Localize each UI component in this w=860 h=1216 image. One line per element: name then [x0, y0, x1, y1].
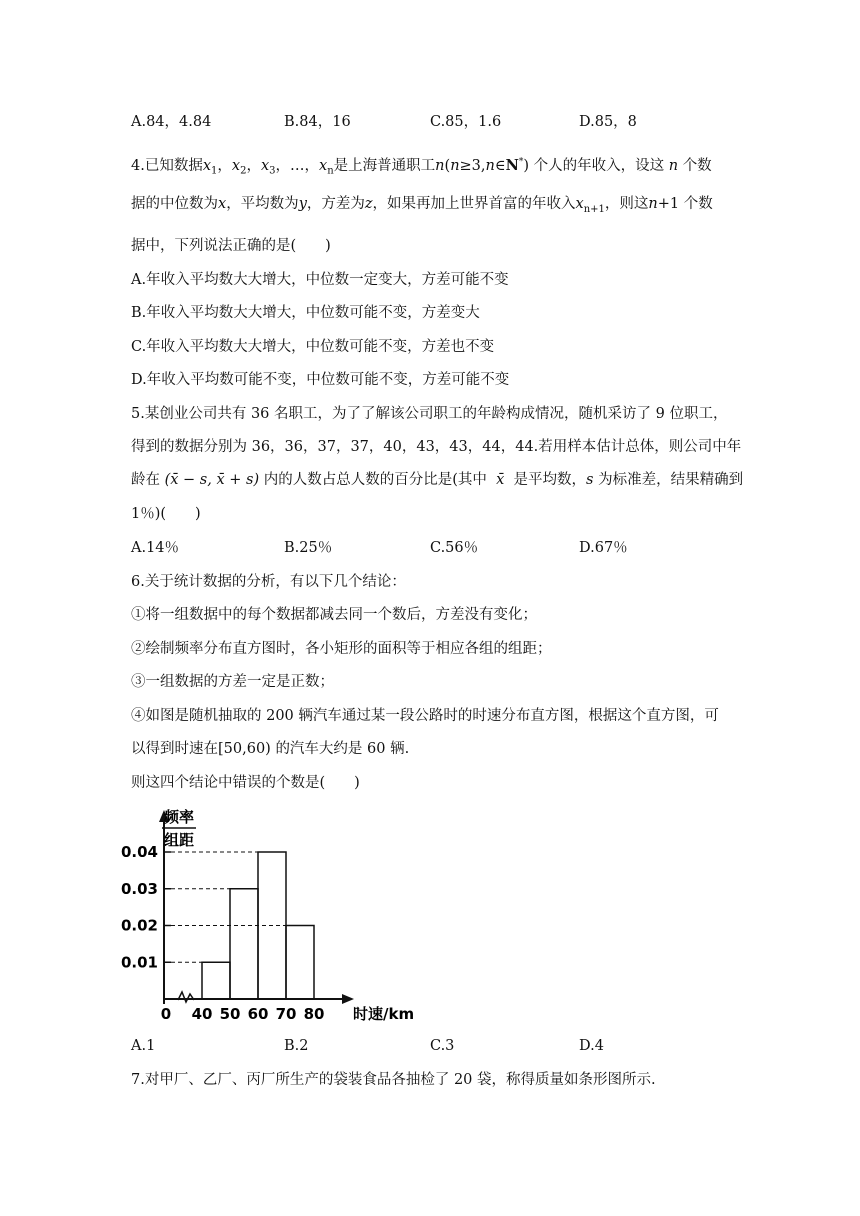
histogram-bar-1 [202, 962, 230, 999]
q6-statement-1: ①将一组数据中的每个数据都减去同一个数后，方差没有变化； [131, 607, 537, 623]
histogram-bar-4 [286, 926, 314, 1000]
q4-option-b: B.年收入平均数大大增大，中位数可能不变，方差变大 [131, 305, 480, 321]
q5-option-a: A.14％ [131, 540, 180, 556]
q3-options [131, 112, 731, 132]
q3-option-c: C.85，1.6 [430, 114, 502, 130]
speed-histogram [120, 804, 415, 1024]
q6-statement-4-line-1: ④如图是随机抽取的 200 辆汽车通过某一段公路时的时速分布直方图，根据这个直方图，可 [131, 708, 719, 724]
q6-option-d: D.4 [579, 1038, 604, 1054]
q4-option-d: D.年收入平均数可能不变，中位数可能不变，方差可能不变 [131, 372, 510, 388]
x-tick-label-70: 70 [275, 1005, 297, 1023]
x-tick-label-40: 40 [191, 1005, 213, 1023]
histogram-bar-2 [230, 889, 258, 999]
q5-option-b: B.25％ [284, 540, 333, 556]
y-tick-label-3: 0.03 [120, 879, 158, 898]
axis-break [178, 992, 194, 1002]
y-label-top: 频率 [163, 808, 195, 826]
q4-option-c: C.年收入平均数大大增大，中位数可能不变，方差也不变 [131, 339, 495, 355]
q5-line-4: 1％)( ) [131, 506, 201, 522]
q6-intro: 6.关于统计数据的分析，有以下几个结论： [131, 574, 406, 590]
q4-line-2: 据的中位数为x，平均数为y，方差为z，如果再加上世界首富的年收入$x_{n+1}$，则这n+1 个数 [131, 196, 713, 215]
y-tick-label-2: 0.02 [120, 916, 158, 935]
q5-options [131, 538, 731, 558]
q6-option-a: A.1 [131, 1038, 156, 1054]
q5-line-3: 龄在 (x̄ − s, x̄ + s) 内的人数占总人数的百分比是(其中 x̄ 是平均数，s 为标准差，结果精确到 [131, 472, 744, 488]
q3-option-b: B.84，16 [284, 114, 351, 130]
q4-line-1: 4.已知数据$x_1$，$x_2$，$x_3$，…，$x_n$是上海普通职工n(n≥3,n∈N*) 个人的年收入，设这 n 个数 [131, 156, 712, 177]
origin-label: 0 [160, 1005, 172, 1023]
q6-option-c: C.3 [430, 1038, 455, 1054]
q6-speed-interval: [50,60) [218, 741, 271, 757]
q6-question: 则这四个结论中错误的个数是( ) [131, 775, 360, 791]
x-tick-label-80: 80 [303, 1005, 325, 1023]
y-tick-label-1: 0.01 [120, 953, 158, 972]
q4-line-3: 据中，下列说法正确的是( ) [131, 238, 331, 254]
q6-statement-3: ③一组数据的方差一定是正数； [131, 674, 334, 690]
y-label-bottom: 组距 [163, 831, 195, 849]
q7-line-1: 7.对甲厂、乙厂、丙厂所生产的袋装食品各抽检了 20 袋，称得质量如条形图所示. [131, 1072, 656, 1088]
x-axis-arrow [342, 994, 354, 1004]
q5-interval: (x̄ − s, x̄ + s) [164, 472, 260, 488]
q5-option-d: D.67％ [579, 540, 628, 556]
q4-option-a: A.年收入平均数大大增大，中位数一定变大，方差可能不变 [131, 272, 509, 288]
q5-line-1: 5.某创业公司共有 36 名职工，为了了解该公司职工的年龄构成情况，随机采访了 9 位职工， [131, 406, 728, 422]
q5-option-c: C.56％ [430, 540, 479, 556]
q3-option-a: A.84，4.84 [131, 114, 212, 130]
q6-option-b: B.2 [284, 1038, 309, 1054]
x-axis-label: 时速/km [353, 1005, 415, 1023]
q6-statement-2: ②绘制频率分布直方图时，各小矩形的面积等于相应各组的组距； [131, 641, 552, 657]
x-tick-label-50: 50 [219, 1005, 241, 1023]
q6-statement-4-line-2: 以得到时速在[50,60) 的汽车大约是 60 辆. [131, 741, 410, 757]
q5-line-2: 得到的数据分别为 36，36，37，37，40，43，43，44，44.若用样本估计总体，则公司中年 [131, 439, 742, 455]
q3-option-d: D.85，8 [579, 114, 637, 130]
q6-options [131, 1036, 731, 1056]
y-tick-label-4: 0.04 [120, 843, 158, 861]
x-tick-label-60: 60 [247, 1005, 269, 1023]
